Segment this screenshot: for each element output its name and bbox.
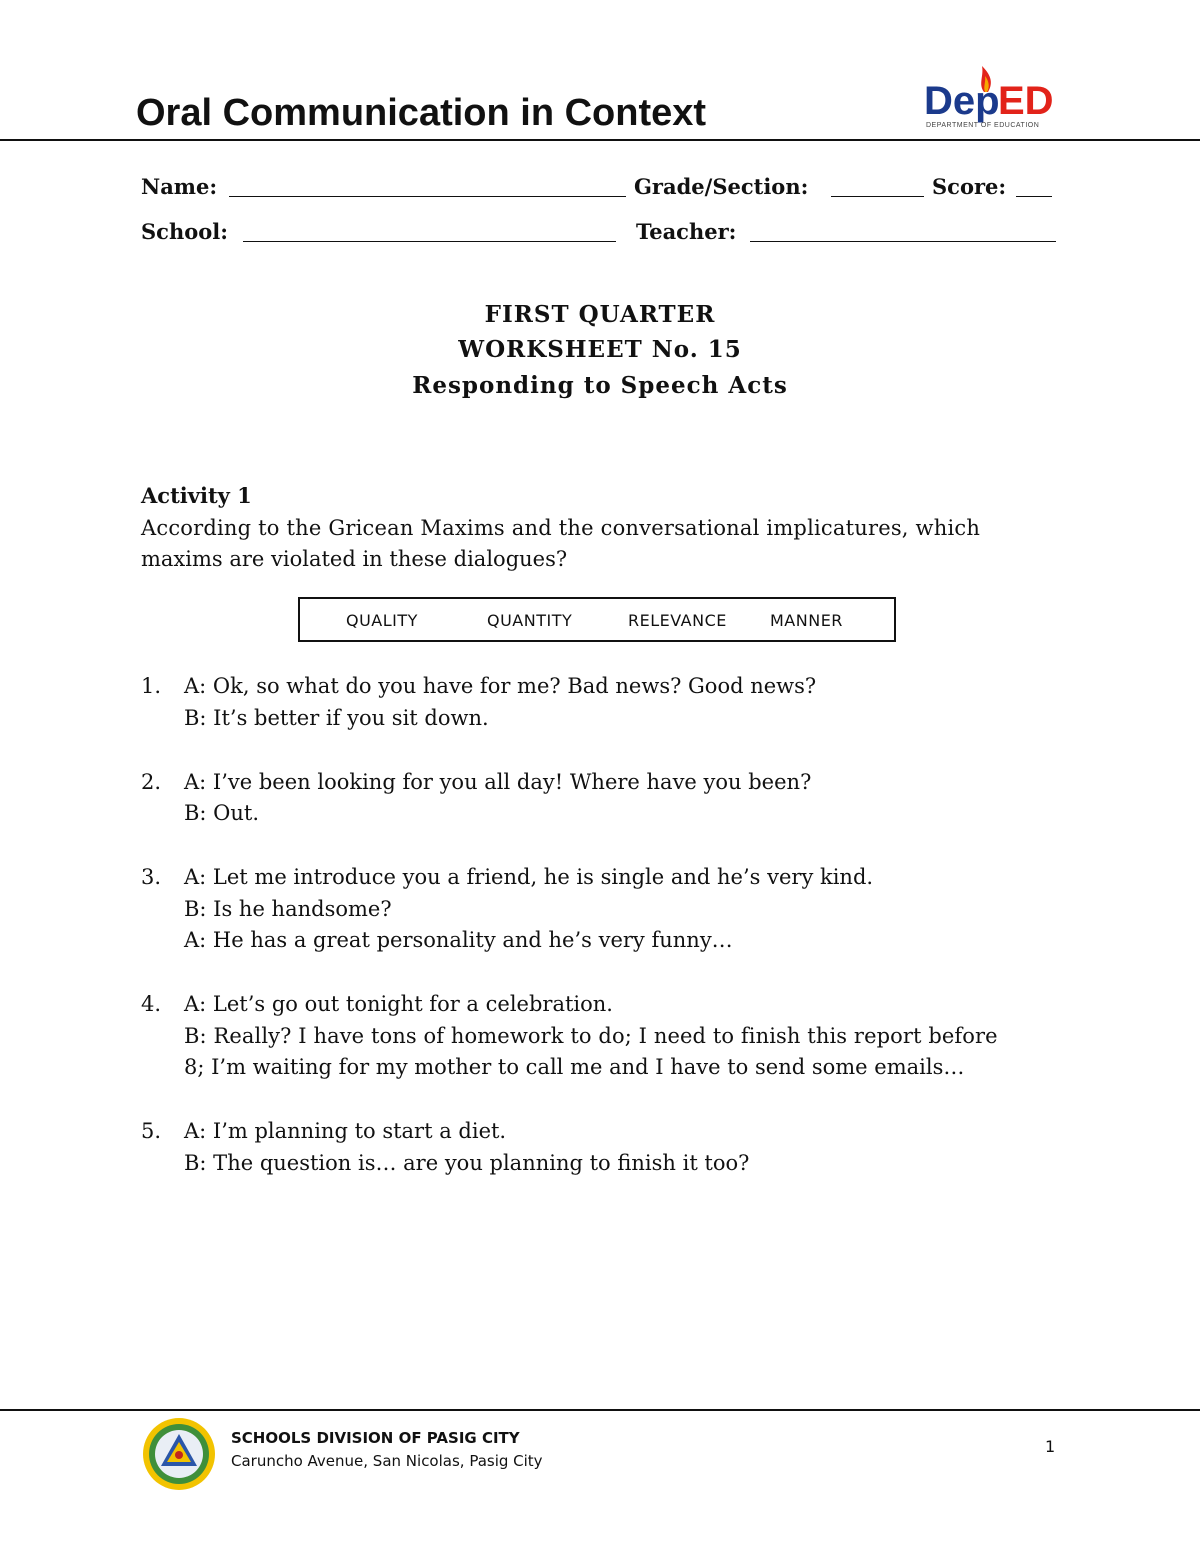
- activity-instruction: According to the Gricean Maxims and the conversational implicatures, which: [141, 516, 981, 540]
- dialogue-line: 8; I’m waiting for my mother to call me and I have to send some emails…: [184, 1055, 965, 1079]
- dialogue-line: A: He has a great personality and he’s very funny…: [184, 928, 733, 952]
- dialogue-line: B: Is he handsome?: [184, 897, 392, 921]
- maxim-quantity: QUANTITY: [487, 611, 573, 630]
- score-label: Score:: [932, 174, 1007, 199]
- grade-section-label: Grade/Section:: [634, 174, 809, 199]
- dialogue-number: 4.: [141, 992, 162, 1016]
- worksheet-title: WORKSHEET No. 15: [458, 336, 742, 363]
- score-field[interactable]: [1016, 196, 1052, 197]
- page-number: 1: [1045, 1437, 1056, 1456]
- document-title: Oral Communication in Context: [136, 92, 707, 134]
- dialogue-number: 2.: [141, 770, 162, 794]
- footer-organization: SCHOOLS DIVISION OF PASIG CITY: [231, 1429, 520, 1447]
- dialogue-line: A: Let’s go out tonight for a celebration.: [184, 992, 613, 1016]
- maxim-manner: MANNER: [770, 611, 843, 630]
- dialogue-number: 1.: [141, 674, 162, 698]
- dialogue-line: B: The question is… are you planning to finish it too?: [184, 1151, 750, 1175]
- dialogue-line: A: I’ve been looking for you all day! Where have you been?: [184, 770, 812, 794]
- division-seal-icon: [142, 1417, 216, 1491]
- grade-section-field[interactable]: [831, 196, 924, 197]
- dialogue-line: A: Ok, so what do you have for me? Bad news? Good news?: [184, 674, 817, 698]
- topic-title: Responding to Speech Acts: [412, 372, 788, 399]
- footer-address: Caruncho Avenue, San Nicolas, Pasig City: [231, 1452, 543, 1470]
- dialogue-line: B: Really? I have tons of homework to do; I need to finish this report before: [184, 1024, 998, 1048]
- dialogue-number: 3.: [141, 865, 162, 889]
- logo-tagline: DEPARTMENT OF EDUCATION: [926, 122, 1040, 129]
- svg-text:ED: ED: [998, 79, 1054, 123]
- school-label: School:: [141, 219, 228, 244]
- name-label: Name:: [141, 174, 218, 199]
- footer-divider: [0, 1409, 1200, 1411]
- dialogue-number: 5.: [141, 1119, 162, 1143]
- activity-heading: Activity 1: [141, 483, 252, 508]
- school-field[interactable]: [243, 241, 616, 242]
- activity-instruction-cont: maxims are violated in these dialogues?: [141, 547, 568, 571]
- teacher-field[interactable]: [750, 241, 1056, 242]
- dialogue-line: A: I’m planning to start a diet.: [184, 1119, 507, 1143]
- maxims-box: [298, 597, 896, 642]
- dialogue-line: B: It’s better if you sit down.: [184, 706, 489, 730]
- dialogue-line: A: Let me introduce you a friend, he is single and he’s very kind.: [184, 865, 874, 889]
- maxim-quality: QUALITY: [346, 611, 418, 630]
- teacher-label: Teacher:: [636, 219, 737, 244]
- quarter-title: FIRST QUARTER: [484, 301, 716, 328]
- name-field[interactable]: [229, 196, 626, 197]
- header-divider: [0, 139, 1200, 141]
- maxim-relevance: RELEVANCE: [628, 611, 727, 630]
- svg-text:Dep: Dep: [924, 79, 1000, 123]
- dialogue-line: B: Out.: [184, 801, 260, 825]
